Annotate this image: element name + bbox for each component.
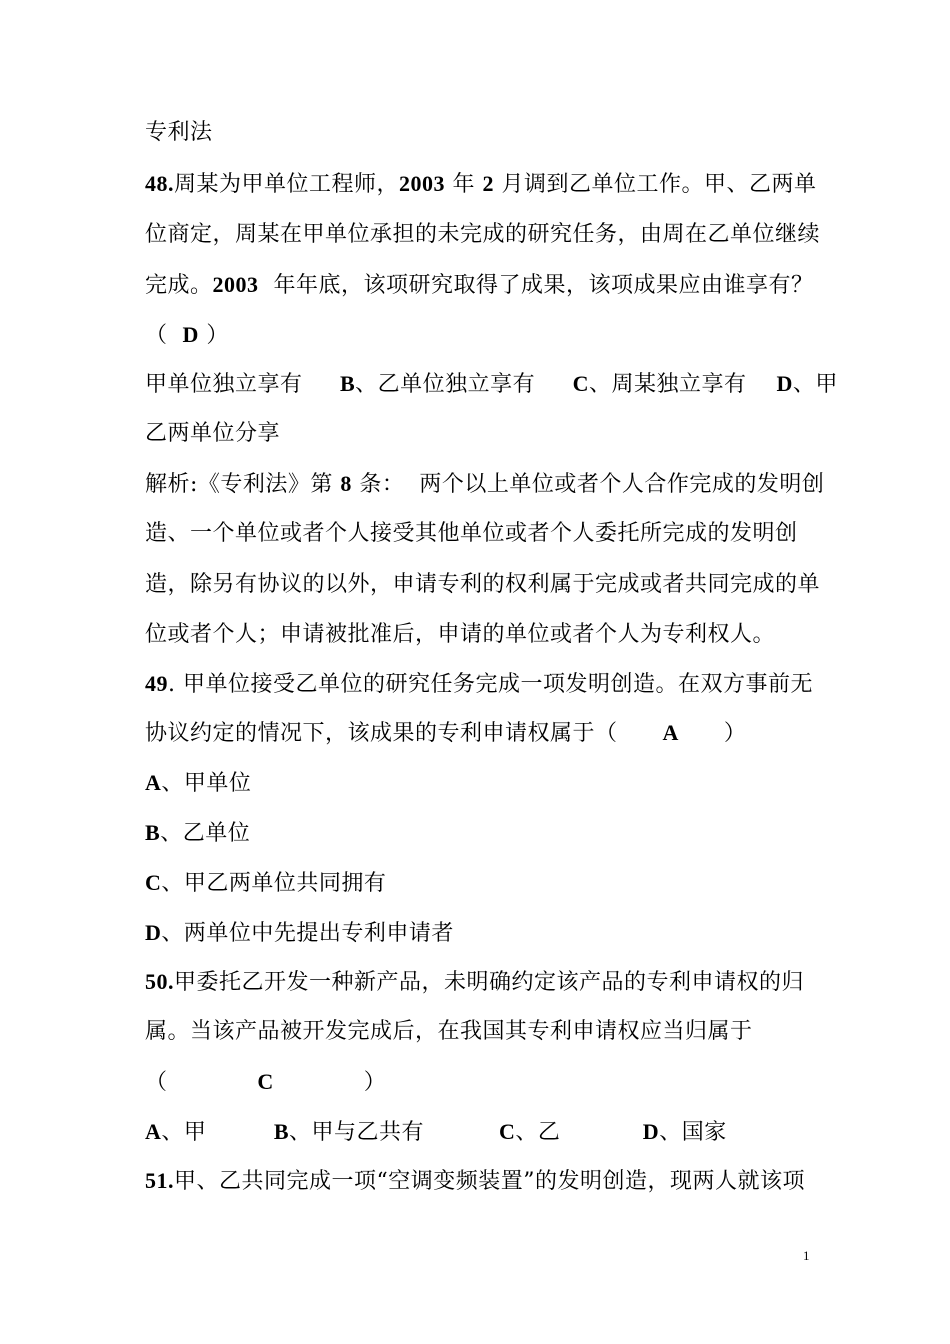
q49-line-1: 49. 甲单位接受乙单位的研究任务完成一项发明创造。在双方事前无 bbox=[145, 671, 813, 697]
q51-line-1: 51.甲、乙共同完成一项“空调变频装置”的发明创造，现两人就该项 bbox=[145, 1168, 805, 1194]
q49-option-c: C、甲乙两单位共同拥有 bbox=[145, 870, 387, 896]
q48-line-3: 完成。2003 年年底，该项研究取得了成果，该项成果应由谁享有？ bbox=[145, 272, 814, 298]
q48-options-cont: 乙两单位分享 bbox=[145, 421, 281, 446]
q48-explanation-1: 解析:《专利法》第 8 条： 两个以上单位或者个人合作完成的发明创 bbox=[145, 471, 825, 497]
q50-answer: （ C ） bbox=[145, 1069, 387, 1095]
q50-number: 50. bbox=[145, 969, 174, 994]
q49-option-a: A、甲单位 bbox=[145, 770, 252, 796]
q48-options: 甲单位独立享有 B、乙单位独立享有 C、周某独立享有 D、甲 bbox=[145, 371, 838, 397]
q49-line-2: 协议约定的情况下，该成果的专利申请权属于（ A ） bbox=[145, 720, 747, 746]
q48-explanation-4: 位或者个人；申请被批准后，申请的单位或者个人为专利权人。 bbox=[145, 622, 776, 647]
section-title: 专利法 bbox=[145, 120, 213, 145]
q48-line-2: 位商定，周某在甲单位承担的未完成的研究任务，由周在乙单位继续 bbox=[145, 222, 821, 247]
q48-explanation-3: 造，除另有协议的以外，申请专利的权利属于完成或者共同完成的单 bbox=[145, 572, 821, 597]
q48-explanation-2: 造、一个单位或者个人接受其他单位或者个人委托所完成的发明创 bbox=[145, 521, 798, 546]
q50-line-1: 50.甲委托乙开发一种新产品，未明确约定该产品的专利申请权的归 bbox=[145, 969, 805, 995]
q48-number: 48. bbox=[145, 171, 174, 196]
q49-option-d: D、两单位中先提出专利申请者 bbox=[145, 920, 454, 946]
page-number: 1 bbox=[803, 1248, 810, 1263]
q48-answer: （ D ） bbox=[145, 322, 229, 348]
q51-number: 51. bbox=[145, 1168, 174, 1193]
q49-option-b: B、乙单位 bbox=[145, 820, 251, 846]
q50-options: A、甲 B、甲与乙共有 C、乙 D、国家 bbox=[145, 1119, 727, 1145]
q50-line-2: 属。当该产品被开发完成后，在我国其专利申请权应当归属于 bbox=[145, 1019, 753, 1044]
q49-number: 49 bbox=[145, 671, 168, 696]
q48-line-1: 48.周某为甲单位工程师，2003 年 2 月调到乙单位工作。甲、乙两单 bbox=[145, 171, 817, 197]
